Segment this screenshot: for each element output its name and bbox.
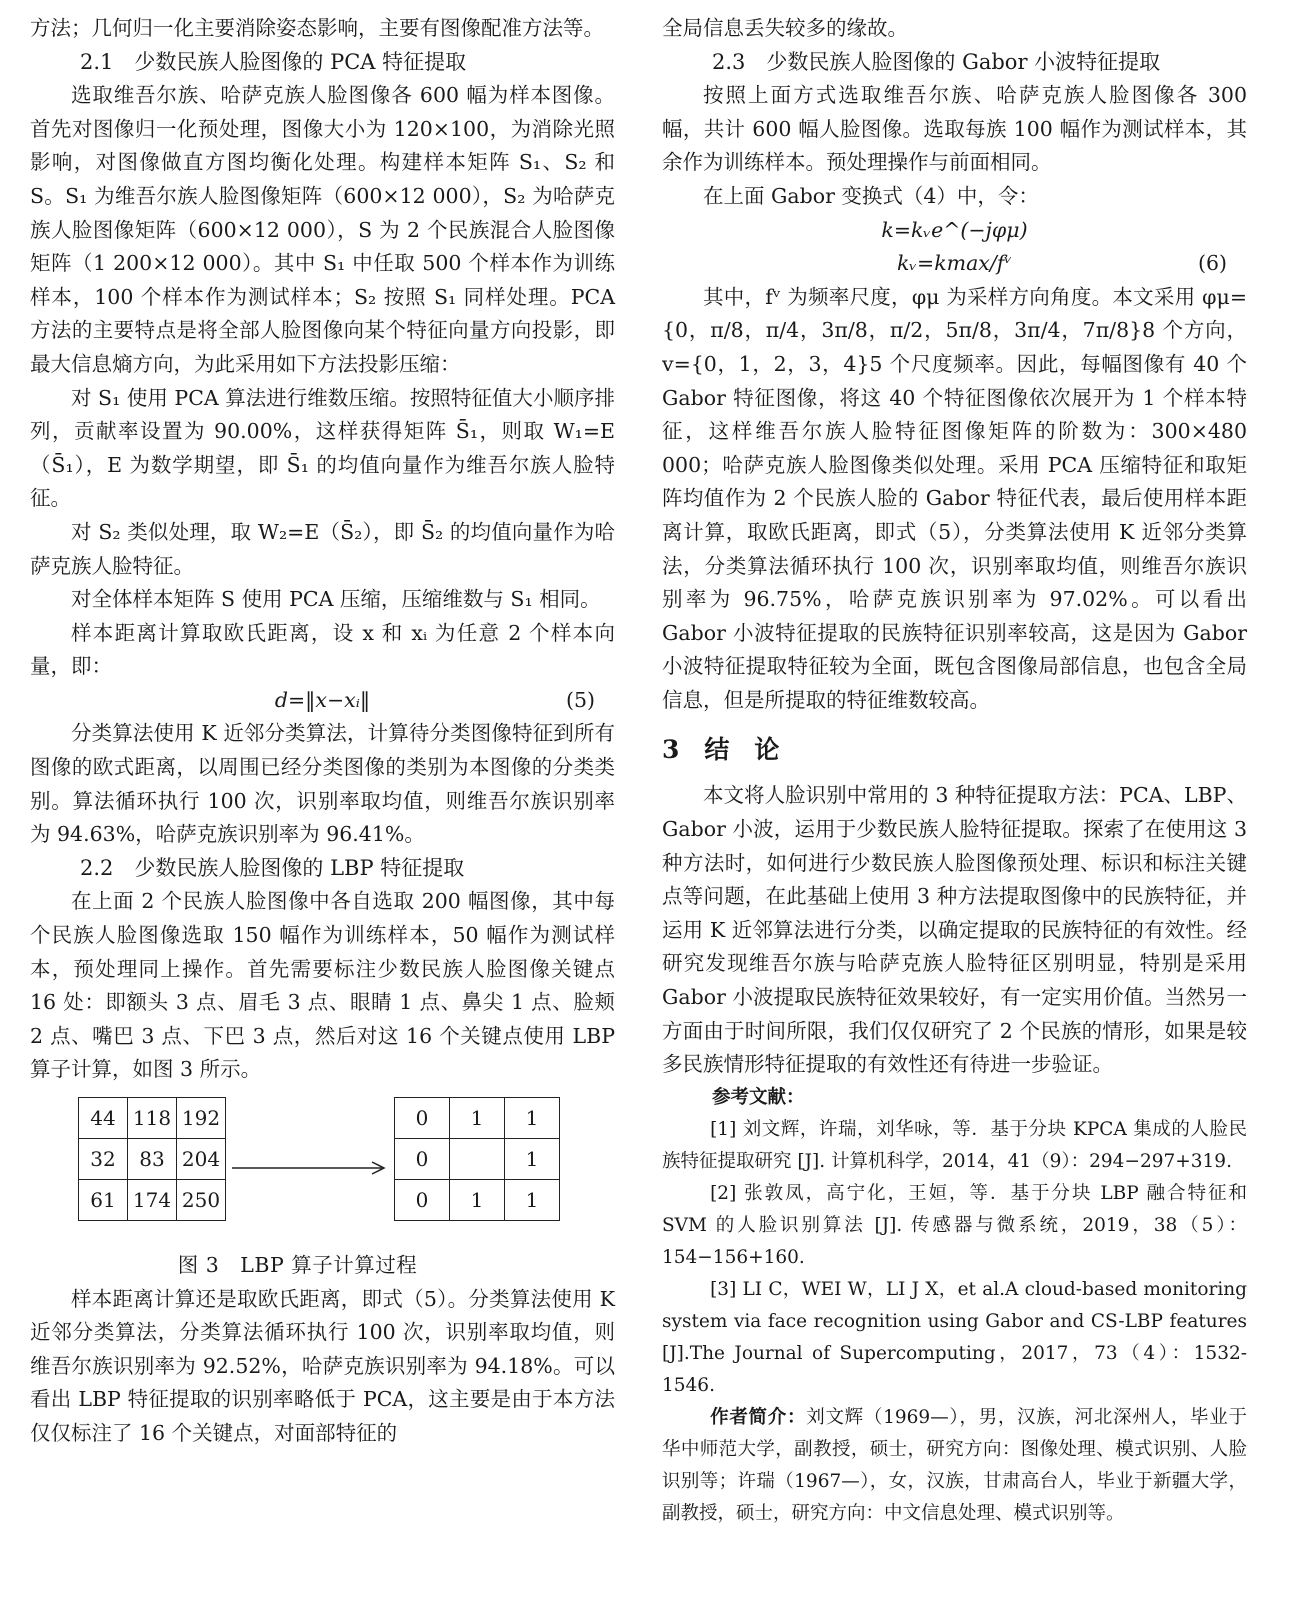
paragraph: 在上面 Gabor 变换式（4）中，令： (703, 183, 1039, 208)
equation-5 (30, 684, 615, 718)
arrow-icon (232, 1161, 394, 1175)
grid-cell: 192 (177, 1098, 226, 1139)
author-bio-label: 作者简介： (710, 1406, 807, 1428)
equation-6a (662, 214, 1247, 248)
grid-cell: 250 (177, 1180, 226, 1221)
paragraph: 全局信息丢失较多的缘故。 (662, 16, 908, 40)
equation-number: (6) (1197, 251, 1227, 276)
grid-cell: 0 (395, 1180, 450, 1221)
grid-cell: 61 (79, 1180, 128, 1221)
grid-cell: 32 (79, 1139, 128, 1180)
paragraph: 其中，fᵛ 为频率尺度，φμ 为采样方向角度。本文采用 φμ={0，π/8，π/4，3π/8，π/2，5π/8，3π/4，7π/8}8 个方向，v={0，1，2，3，4}5 个尺度频率。因此，每幅图像有 40 个 Gabor 特征图像，将这 40 个特征图像依次展开为 1 个样本特征，这样维吾尔族人脸特征图像矩阵的阶数为：300×480 000；哈萨克族人脸图像类似处理。采用 PCA 压缩特征和取矩阵均值作为 2 个民族人脸的 Gabor 特征代表，最后使用样本距离计算，取欧氏距离，即式（5），分类算法使用 K 近邻分类算法，分类算法循环执行 100 次，识别率取均值，则维吾尔族识别率为 96.75%，哈萨克族识别率为 97.02%。可以看出 Gabor 小波特征提取的民族特征识别率较高，这是因为 Gabor 小波特征提取特征较为全面，既包含图像局部信息，也包含全局信息，但是所提取的特征维数较高。 (662, 284, 1247, 712)
equation-body: k=kᵥe^(−jφμ) (881, 217, 1028, 242)
right-column (662, 12, 1247, 1530)
grid-cell: 204 (177, 1139, 226, 1180)
reference-item: [3] LI C，WEI W，LI J X，et al.A cloud-based monitoring system via face recognition using Gabor and CS-LBP features [J].The Journal of Supercomputing，2017，73（4）：1532-1546. (662, 1278, 1247, 1396)
section-heading-3: 3 结 论 (662, 735, 780, 765)
paragraph: 方法；几何归一化主要消除姿态影响，主要有图像配准方法等。 (30, 16, 604, 40)
reference-item: [2] 张敦凤，高宁化，王姮，等．基于分块 LBP 融合特征和 SVM 的人脸识别算法 [J]. 传感器与微系统，2019，38（5）：154−156+160. (662, 1182, 1247, 1268)
equation-6b (662, 247, 1247, 281)
paragraph: 样本距离计算还是取欧氏距离，即式（5）。分类算法使用 K 近邻分类算法，分类算法循环执行 100 次，识别率取均值，则维吾尔族识别率为 92.52%，哈萨克族识别率为 94.18%。可以看出 LBP 特征提取的识别率略低于 PCA，这主要是由于本方法仅仅标注了 16 个关键点，对面部特征的 (30, 1286, 615, 1445)
figure-caption: 图 3 LBP 算子计算过程 (177, 1253, 418, 1277)
lbp-input-grid (78, 1097, 226, 1221)
equation-number: (5) (565, 687, 595, 712)
section-heading-2-2: 2.2 少数民族人脸图像的 LBP 特征提取 (80, 855, 465, 880)
grid-cell: 118 (128, 1098, 177, 1139)
references-heading: 参考文献： (712, 1086, 805, 1108)
paragraph: 对 S₁ 使用 PCA 算法进行维数压缩。按照特征值大小顺序排列，贡献率设置为 90.00%，这样获得矩阵 S̄₁，则取 W₁=E（S̄₁），E 为数学期望，即 S̄₁ 的均值向量作为维吾尔族人脸特征。 (30, 385, 615, 511)
grid-cell: 44 (79, 1098, 128, 1139)
equation-body: d=‖x−xᵢ‖ (274, 687, 371, 712)
reference-item: [1] 刘文辉，许瑞，刘华咏，等．基于分块 KPCA 集成的人脸民族特征提取研究 [J]. 计算机科学，2014，41（9）：294−297+319. (662, 1118, 1247, 1172)
grid-cell: 0 (395, 1139, 450, 1180)
paragraph: 按照上面方式选取维吾尔族、哈萨克族人脸图像各 300 幅，共计 600 幅人脸图像。选取每族 100 幅作为测试样本，其余作为训练样本。预处理操作与前面相同。 (662, 83, 1247, 175)
paragraph: 样本距离计算取欧氏距离，设 x 和 xᵢ 为任意 2 个样本向量，即： (30, 620, 615, 679)
grid-cell: 0 (395, 1098, 450, 1139)
paragraph: 分类算法使用 K 近邻分类算法，计算待分类图像特征到所有图像的欧式距离，以周围已经分类图像的类别为本图像的分类类别。算法循环执行 100 次，识别率取均值，则维吾尔族识别率为 94.63%，哈萨克族识别率为 96.41%。 (30, 721, 615, 847)
grid-cell: 1 (505, 1139, 560, 1180)
grid-cell: 83 (128, 1139, 177, 1180)
equation-body: kᵥ=kmax/fᵛ (896, 251, 1012, 276)
grid-cell: 1 (450, 1180, 505, 1221)
paragraph: 本文将人脸识别中常用的 3 种特征提取方法：PCA、LBP、Gabor 小波，运用于少数民族人脸特征提取。探索了在使用这 3 种方法时，如何进行少数民族人脸图像预处理、标识和标注关键点等问题，在此基础上使用 3 种方法提取图像中的民族特征，并运用 K 近邻算法进行分类，以确定提取的民族特征的有效性。经研究发现维吾尔族与哈萨克族人脸特征区别明显，特别是采用 Gabor 小波提取民族特征效果较好，有一定实用价值。当然另一方面由于时间所限，我们仅仅研究了 2 个民族的情形，如果是较多民族情形特征提取的有效性还有待进一步验证。 (662, 783, 1247, 1077)
author-bio (662, 1402, 1247, 1530)
grid-cell (450, 1139, 505, 1180)
figure-3 (30, 1097, 615, 1249)
paragraph: 选取维吾尔族、哈萨克族人脸图像各 600 幅为样本图像。首先对图像归一化预处理，图像大小为 120×100，为消除光照影响，对图像做直方图均衡化处理。构建样本矩阵 S₁、S₂ 和 S。S₁ 为维吾尔族人脸图像矩阵（600×12 000），S₂ 为哈萨克族人脸图像矩阵（600×12 000），S 为 2 个民族混合人脸图像矩阵（1 200×12 000）。其中 S₁ 中任取 500 个样本作为训练样本，100 个样本作为测试样本；S₂ 按照 S₁ 同样处理。PCA 方法的主要特点是将全部人脸图像向某个特征向量方向投影，即最大信息熵方向，为此采用如下方法投影压缩： (30, 83, 615, 376)
paragraph: 对 S₂ 类似处理，取 W₂=E（S̄₂），即 S̄₂ 的均值向量作为哈萨克族人脸特征。 (30, 519, 615, 578)
section-heading-2-1: 2.1 少数民族人脸图像的 PCA 特征提取 (80, 49, 467, 74)
grid-cell: 1 (505, 1180, 560, 1221)
paragraph: 对全体样本矩阵 S 使用 PCA 压缩，压缩维数与 S₁ 相同。 (71, 587, 601, 612)
author-bio-text: 刘文辉（1969—），男，汉族，河北深州人，毕业于华中师范大学，副教授，硕士，研究方向：图像处理、模式识别、人脸识别等；许瑞（1967—），女，汉族，甘肃高台人，毕业于新疆大学，副教授，硕士，研究方向：中文信息处理、模式识别等。 (662, 1406, 1247, 1524)
grid-cell: 174 (128, 1180, 177, 1221)
grid-cell: 1 (505, 1098, 560, 1139)
left-column (30, 12, 615, 1451)
section-heading-2-3: 2.3 少数民族人脸图像的 Gabor 小波特征提取 (712, 49, 1161, 74)
paragraph: 在上面 2 个民族人脸图像中各自选取 200 幅图像，其中每个民族人脸图像选取 150 幅作为训练样本，50 幅作为测试样本，预处理同上操作。首先需要标注少数民族人脸图像关键点 16 处：即额头 3 点、眉毛 3 点、眼睛 1 点、鼻尖 1 点、脸颊 2 点、嘴巴 3 点、下巴 3 点，然后对这 16 个关键点使用 LBP 算子计算，如图 3 所示。 (30, 889, 615, 1082)
grid-cell: 1 (450, 1098, 505, 1139)
lbp-output-grid (394, 1097, 560, 1221)
